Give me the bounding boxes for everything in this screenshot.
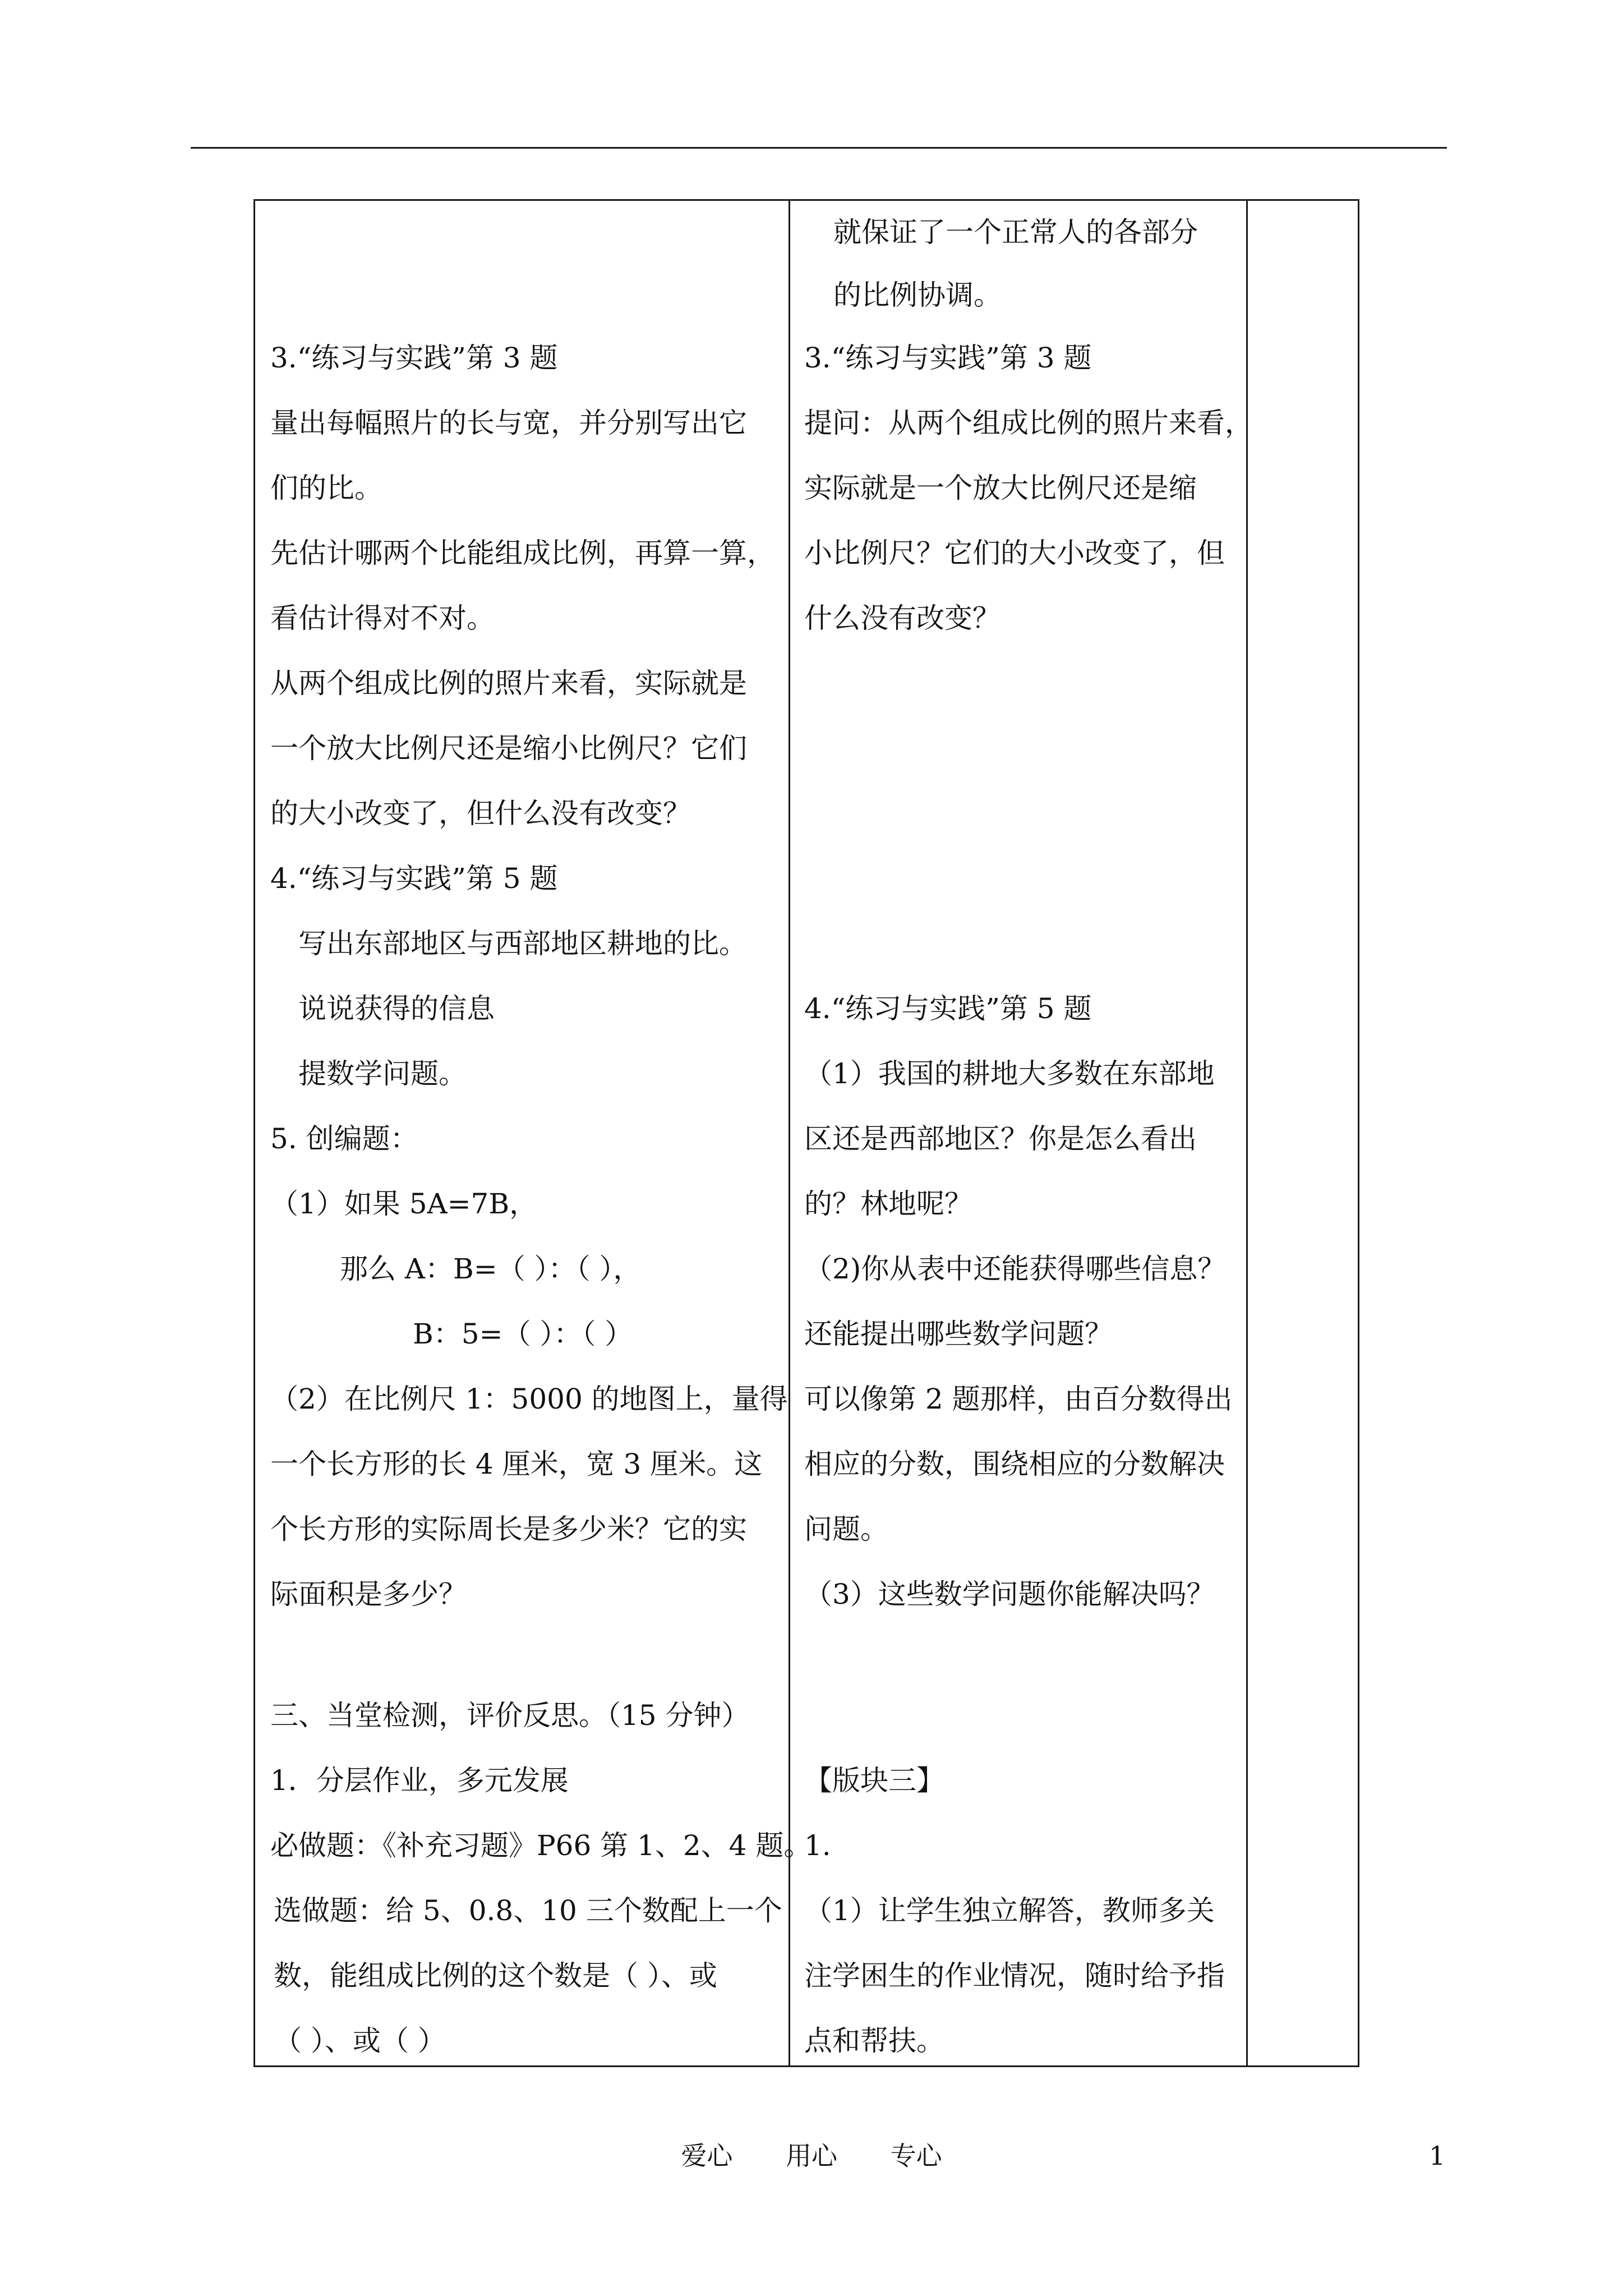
right-line: （3）这些数学问题你能解决吗？ — [804, 1578, 1215, 1611]
right-line: 区还是西部地区？你是怎么看出 — [804, 1122, 1197, 1155]
left-line: 际面积是多少？ — [270, 1578, 467, 1611]
header-rule — [191, 147, 1447, 149]
right-line: 【版块三】 — [804, 1764, 944, 1797]
left-line: 的大小改变了，但什么没有改变？ — [270, 797, 691, 830]
left-line: 们的比。 — [270, 472, 382, 504]
right-line: 1. — [804, 1829, 831, 1862]
footer-slogan: 爱心 — [681, 2141, 733, 2171]
left-line: （1）如果 5A=7B， — [270, 1188, 538, 1220]
column-divider-right — [1246, 199, 1248, 2067]
right-line: 还能提出哪些数学问题？ — [804, 1318, 1113, 1350]
left-line: （2）在比例尺 1：5000 的地图上，量得 — [270, 1383, 788, 1415]
left-line: 3.“练习与实践”第 3 题 — [270, 342, 558, 374]
right-line: 的比例协调。 — [833, 279, 1002, 311]
left-line: 从两个组成比例的照片来看，实际就是 — [270, 667, 747, 700]
left-line: 选做题：给 5、0.8、10 三个数配上一个 — [274, 1894, 782, 1927]
left-line: 5. 创编题： — [270, 1122, 418, 1155]
right-line: 4.“练习与实践”第 5 题 — [804, 992, 1092, 1025]
left-line: 1．分层作业，多元发展 — [270, 1764, 569, 1797]
right-line: 的？林地呢？ — [804, 1188, 972, 1220]
right-line: （1）我国的耕地大多数在东部地 — [804, 1057, 1215, 1090]
page-footer — [0, 2140, 1623, 2171]
left-line: 说说获得的信息 — [298, 992, 495, 1025]
left-line: 那么 A：B=（ ）：（ ）， — [340, 1253, 642, 1285]
right-line: 相应的分数，围绕相应的分数解决 — [804, 1448, 1225, 1480]
left-line: 量出每幅照片的长与宽，并分别写出它 — [270, 407, 747, 439]
left-line: 一个放大比例尺还是缩小比例尺？它们 — [270, 732, 747, 765]
right-line: （2)你从表中还能获得哪些信息？ — [804, 1253, 1226, 1285]
left-line: 先估计哪两个比能组成比例，再算一算， — [270, 537, 775, 569]
right-line: 可以像第 2 题那样，由百分数得出 — [804, 1383, 1233, 1415]
left-line: B：5=（ ）：（ ） — [413, 1318, 633, 1350]
right-line: 问题。 — [804, 1513, 888, 1545]
right-line: 小比例尺？它们的大小改变了，但 — [804, 537, 1225, 569]
left-line: 个长方形的实际周长是多少米？它的实 — [270, 1513, 747, 1545]
left-line: 写出东部地区与西部地区耕地的比。 — [298, 927, 747, 960]
left-line: 一个长方形的长 4 厘米，宽 3 厘米。这 — [270, 1448, 763, 1480]
column-divider-left — [789, 199, 790, 2067]
footer-slogan: 专心 — [890, 2141, 942, 2171]
left-line: 4.“练习与实践”第 5 题 — [270, 862, 558, 895]
right-line: 提问：从两个组成比例的照片来看， — [804, 407, 1253, 439]
right-line: 什么没有改变？ — [804, 602, 1000, 634]
right-line: 点和帮扶。 — [804, 2024, 944, 2057]
right-line: 3.“练习与实践”第 3 题 — [804, 342, 1092, 374]
page-number: 1 — [1429, 2141, 1446, 2171]
left-line: 看估计得对不对。 — [270, 602, 495, 634]
left-line: 数，能组成比例的这个数是（ ）、或 — [274, 1959, 717, 1992]
left-line: 必做题：《补充习题》P66 第 1、2、4 题。 — [270, 1829, 812, 1862]
left-line: （ ）、或（ ） — [274, 2024, 446, 2057]
right-line: （1）让学生独立解答，教师多关 — [804, 1894, 1215, 1927]
left-line: 提数学问题。 — [298, 1057, 467, 1090]
right-line: 就保证了一个正常人的各部分 — [833, 216, 1198, 249]
footer-slogan: 用心 — [786, 2141, 837, 2171]
right-line: 注学困生的作业情况，随时给予指 — [804, 1959, 1225, 1992]
right-line: 实际就是一个放大比例尺还是缩 — [804, 472, 1197, 504]
left-line: 三、当堂检测，评价反思。（15 分钟） — [270, 1699, 750, 1732]
